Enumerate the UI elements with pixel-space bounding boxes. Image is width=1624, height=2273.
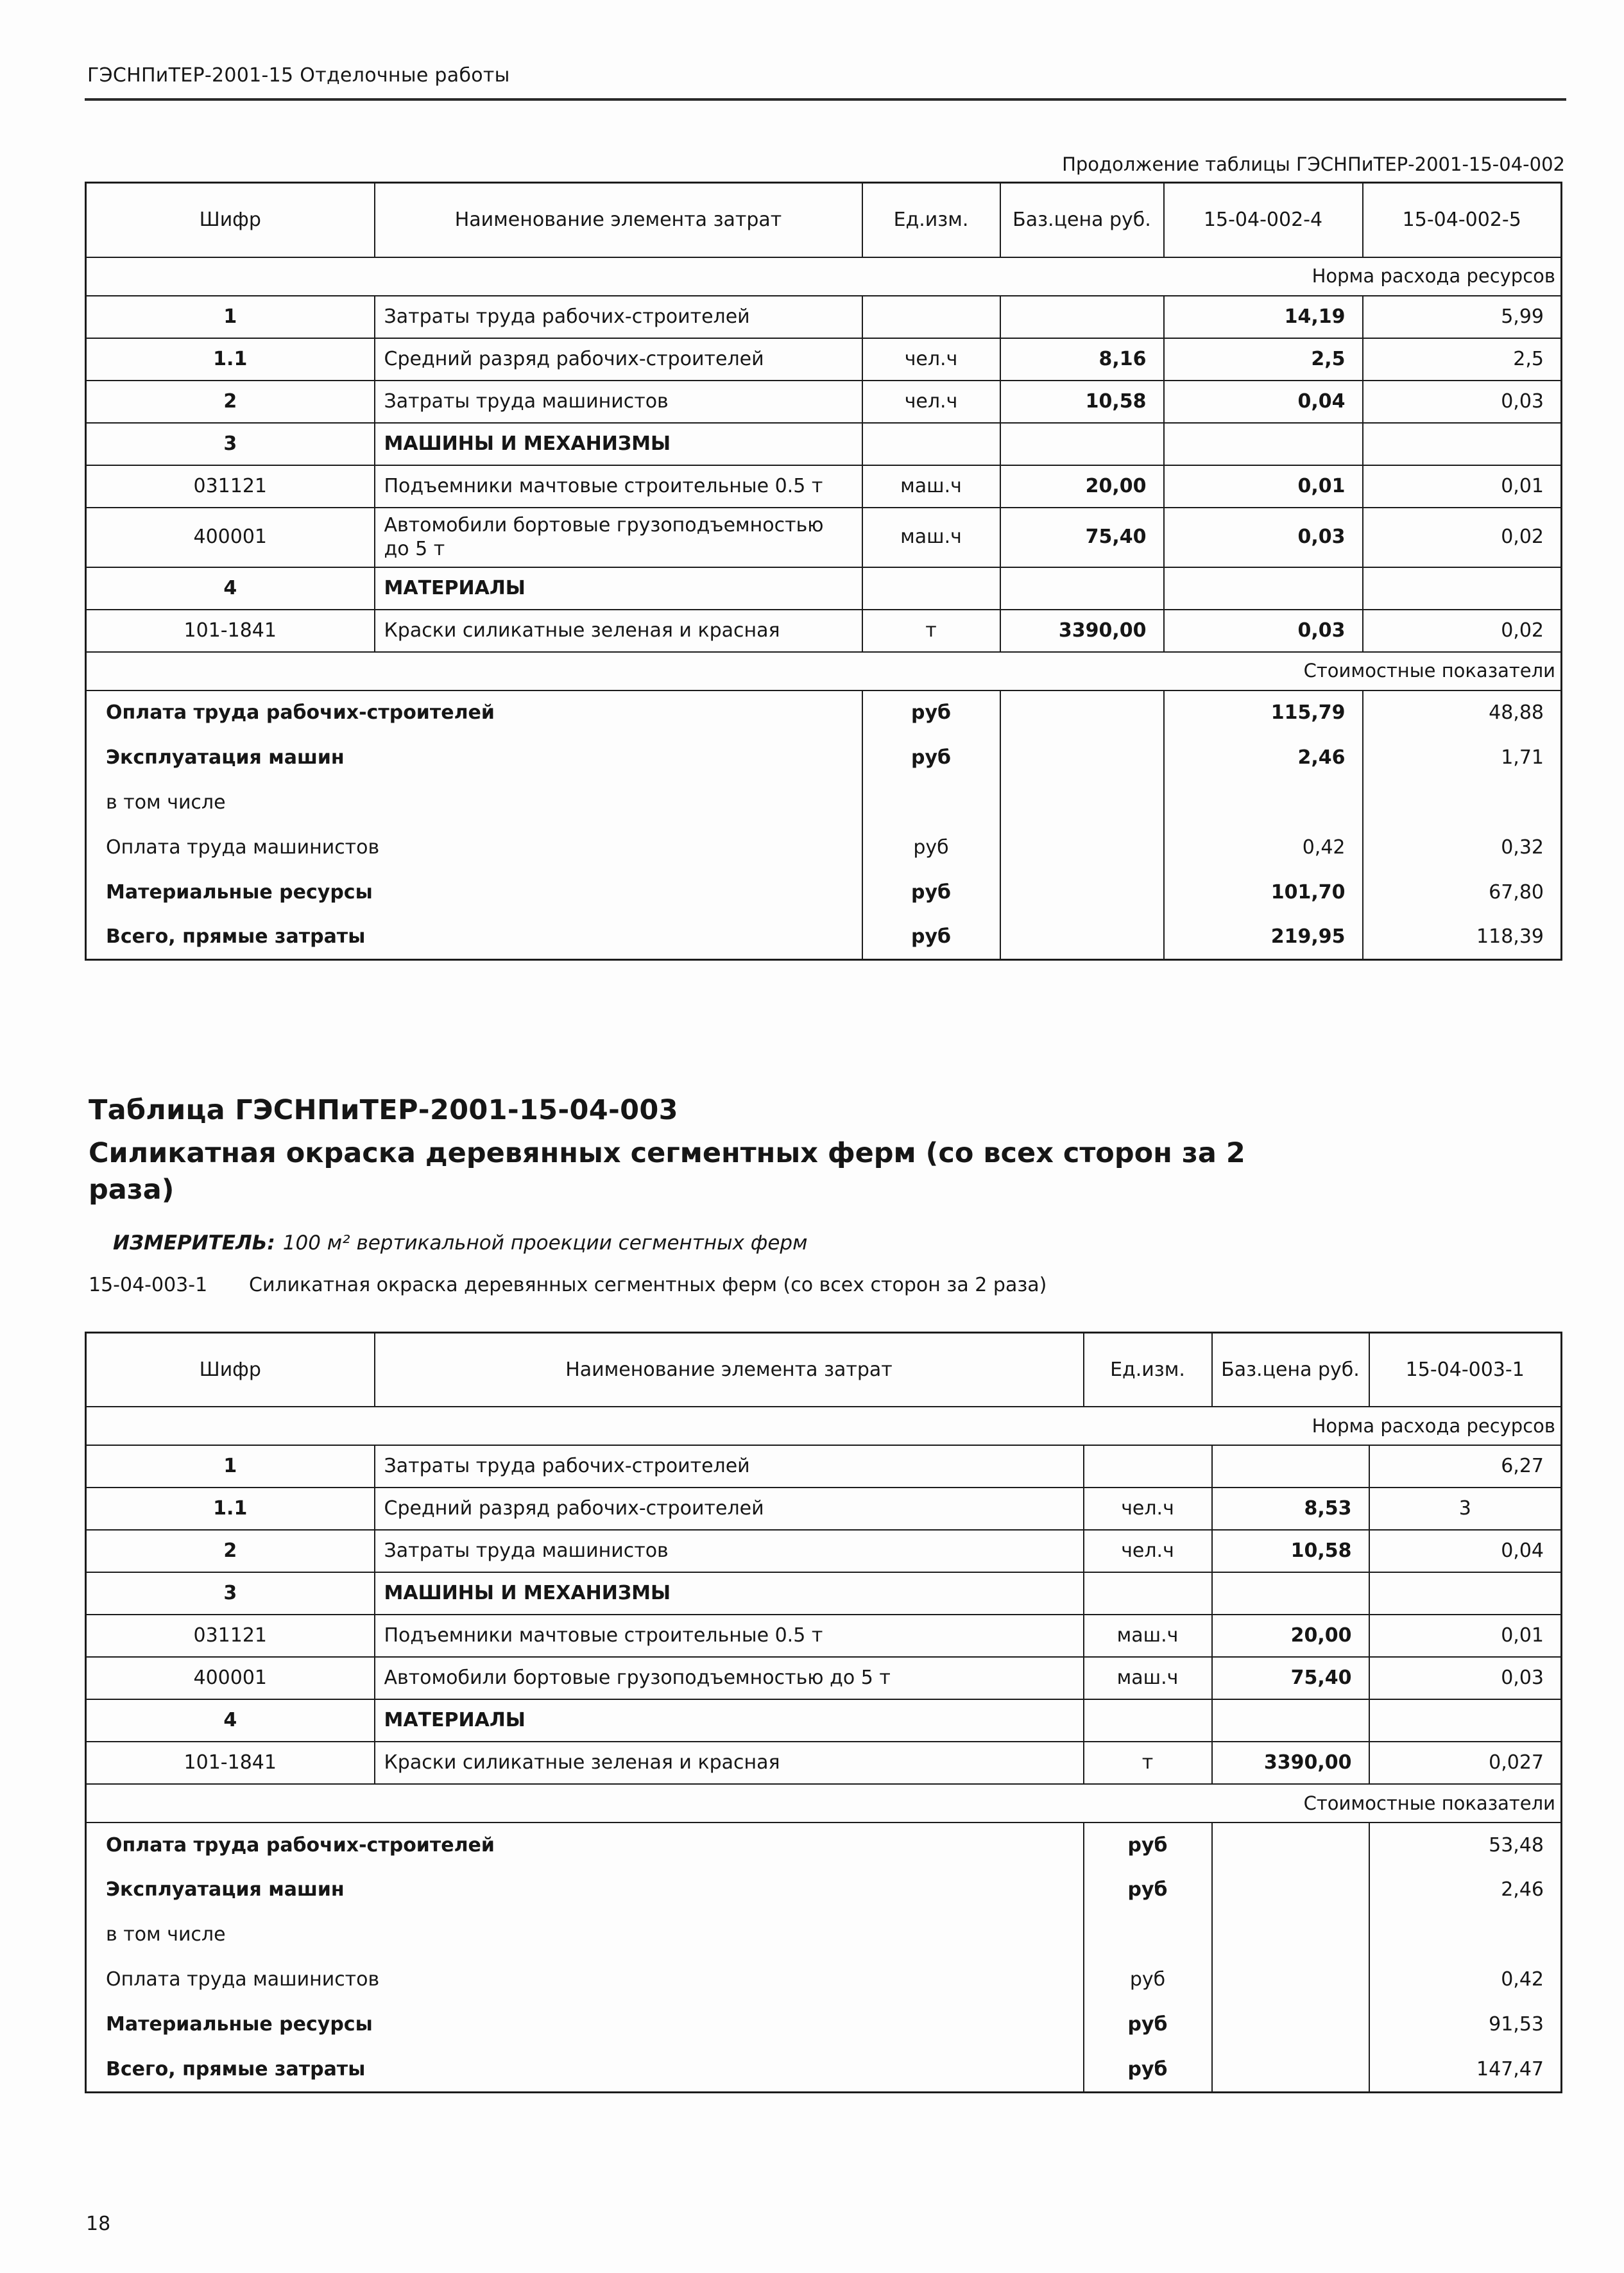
unit-cell: руб <box>1084 1867 1212 1912</box>
value-cell <box>1369 1699 1562 1742</box>
price-cell <box>1000 296 1164 338</box>
header-cell-col1: 15-04-003-1 <box>1369 1332 1562 1407</box>
code-cell: 2 <box>86 1530 375 1572</box>
resource-row <box>86 1530 1562 1572</box>
cost-name-cell: Оплата труда машинистов <box>86 1957 1084 2002</box>
value-cell <box>1369 1912 1562 1957</box>
value-cell <box>1363 567 1562 610</box>
header-cell-price: Баз.цена руб. <box>1000 183 1164 257</box>
value-cell: 115,79 <box>1164 690 1363 735</box>
price-cell: 8,53 <box>1212 1488 1369 1530</box>
unit-cell: руб <box>1084 2047 1212 2092</box>
cost-name-cell: Эксплуатация машин <box>86 735 862 780</box>
cost-row <box>86 1912 1562 1957</box>
value-cell: 2,46 <box>1164 735 1363 780</box>
cost-row <box>86 825 1562 870</box>
value-cell: 2,5 <box>1363 338 1562 381</box>
value-cell: 0,01 <box>1369 1615 1562 1657</box>
price-cell <box>1212 1445 1369 1488</box>
value-cell <box>1164 780 1363 825</box>
header-cell-unit: Ед.изм. <box>862 183 1000 257</box>
cost-name-cell: Оплата труда рабочих-строителей <box>86 1823 1084 1867</box>
value-cell: 2,46 <box>1369 1867 1562 1912</box>
unit-cell <box>1084 1912 1212 1957</box>
cost-name-cell: в том числе <box>86 1912 1084 1957</box>
value-cell <box>1164 567 1363 610</box>
name-cell: МАШИНЫ И МЕХАНИЗМЫ <box>375 423 862 465</box>
code-cell: 1 <box>86 296 375 338</box>
value-cell: 91,53 <box>1369 2002 1562 2047</box>
table-003 <box>85 1332 1562 2093</box>
unit-cell: чел.ч <box>862 338 1000 381</box>
item-code: 15-04-003-1 <box>89 1273 208 1296</box>
unit-cell: т <box>1084 1742 1212 1784</box>
unit-cell: руб <box>862 915 1000 960</box>
value-cell: 0,04 <box>1369 1530 1562 1572</box>
cost-row <box>86 1823 1562 1867</box>
header-cell-col1: 15-04-002-4 <box>1164 183 1363 257</box>
price-cell: 3390,00 <box>1212 1742 1369 1784</box>
cost-row <box>86 915 1562 960</box>
unit-cell: руб <box>862 825 1000 870</box>
price-cell <box>1000 735 1164 780</box>
resource-row <box>86 338 1562 381</box>
measurer-text: 100 м² вертикальной проекции сегментных ферм <box>282 1231 808 1255</box>
header-cell-name: Наименование элемента затрат <box>375 1332 1084 1407</box>
price-cell: 3390,00 <box>1000 610 1164 652</box>
header-cell-unit: Ед.изм. <box>1084 1332 1212 1407</box>
price-cell: 75,40 <box>1212 1657 1369 1699</box>
code-cell: 1 <box>86 1445 375 1488</box>
code-cell: 4 <box>86 1699 375 1742</box>
header-cell-code: Шифр <box>86 183 375 257</box>
value-cell: 0,42 <box>1369 1957 1562 2002</box>
cost-name-cell: Материальные ресурсы <box>86 870 862 915</box>
table-002-continuation <box>85 182 1562 961</box>
code-cell: 400001 <box>86 1657 375 1699</box>
resource-row <box>86 1445 1562 1488</box>
price-cell <box>1212 1572 1369 1615</box>
value-cell: 0,027 <box>1369 1742 1562 1784</box>
cost-band-row <box>86 652 1562 690</box>
section-row <box>86 1572 1562 1615</box>
value-cell <box>1164 423 1363 465</box>
price-cell <box>1000 780 1164 825</box>
cost-row <box>86 1867 1562 1912</box>
header-cell-price: Баз.цена руб. <box>1212 1332 1369 1407</box>
unit-cell: руб <box>1084 1823 1212 1867</box>
resource-row <box>86 381 1562 423</box>
resource-row <box>86 1657 1562 1699</box>
value-cell: 118,39 <box>1363 915 1562 960</box>
name-cell: Затраты труда рабочих-строителей <box>375 1445 1084 1488</box>
code-cell: 1.1 <box>86 1488 375 1530</box>
value-cell: 0,03 <box>1369 1657 1562 1699</box>
value-cell: 0,03 <box>1164 610 1363 652</box>
cost-band-label: Стоимостные показатели <box>86 1784 1562 1823</box>
value-cell: 147,47 <box>1369 2047 1562 2092</box>
value-cell: 3 <box>1369 1488 1562 1530</box>
code-cell: 400001 <box>86 508 375 567</box>
price-cell <box>1212 1823 1369 1867</box>
price-cell: 10,58 <box>1212 1530 1369 1572</box>
name-cell: Автомобили бортовые грузоподъемностью до 5 т <box>375 508 862 567</box>
measurer-label: ИЗМЕРИТЕЛЬ: <box>113 1231 275 1255</box>
code-cell: 101-1841 <box>86 610 375 652</box>
name-cell: Затраты труда машинистов <box>375 381 862 423</box>
cost-row <box>86 870 1562 915</box>
price-cell <box>1212 1957 1369 2002</box>
norm-band-row <box>86 1407 1562 1445</box>
value-cell <box>1369 1572 1562 1615</box>
value-cell: 67,80 <box>1363 870 1562 915</box>
unit-cell <box>1084 1445 1212 1488</box>
value-cell: 0,32 <box>1363 825 1562 870</box>
unit-cell: маш.ч <box>862 508 1000 567</box>
header-cell-col2: 15-04-002-5 <box>1363 183 1562 257</box>
unit-cell: руб <box>862 870 1000 915</box>
name-cell: Автомобили бортовые грузоподъемностью до 5 т <box>375 1657 1084 1699</box>
table2-header-row <box>86 1332 1562 1407</box>
value-cell: 1,71 <box>1363 735 1562 780</box>
price-cell <box>1212 1867 1369 1912</box>
cost-row <box>86 735 1562 780</box>
value-cell <box>1363 423 1562 465</box>
value-cell: 5,99 <box>1363 296 1562 338</box>
document-header: ГЭСНПиТЕР-2001-15 Отделочные работы <box>85 64 1566 101</box>
cost-row <box>86 2047 1562 2092</box>
price-cell <box>1000 915 1164 960</box>
cost-name-cell: Эксплуатация машин <box>86 1867 1084 1912</box>
price-cell: 20,00 <box>1000 465 1164 508</box>
table-003-title: Таблица ГЭСНПиТЕР-2001-15-04-003 <box>89 1094 678 1126</box>
table1-header-row <box>86 183 1562 257</box>
name-cell: Затраты труда машинистов <box>375 1530 1084 1572</box>
code-cell: 3 <box>86 1572 375 1615</box>
price-cell <box>1000 423 1164 465</box>
header-cell-code: Шифр <box>86 1332 375 1407</box>
name-cell: Подъемники мачтовые строительные 0.5 т <box>375 465 862 508</box>
name-cell: МАШИНЫ И МЕХАНИЗМЫ <box>375 1572 1084 1615</box>
name-cell: Затраты труда рабочих-строителей <box>375 296 862 338</box>
resource-row <box>86 1488 1562 1530</box>
page-number: 18 <box>86 2213 111 2235</box>
value-cell <box>1363 780 1562 825</box>
name-cell: Подъемники мачтовые строительные 0.5 т <box>375 1615 1084 1657</box>
norm-band-label: Норма расхода ресурсов <box>86 1407 1562 1445</box>
header-cell-name: Наименование элемента затрат <box>375 183 862 257</box>
name-cell: МАТЕРИАЛЫ <box>375 1699 1084 1742</box>
section-row <box>86 567 1562 610</box>
norm-band-label: Норма расхода ресурсов <box>86 257 1562 296</box>
price-cell <box>1000 690 1164 735</box>
name-cell: МАТЕРИАЛЫ <box>375 567 862 610</box>
code-cell: 101-1841 <box>86 1742 375 1784</box>
value-cell: 14,19 <box>1164 296 1363 338</box>
unit-cell <box>1084 1572 1212 1615</box>
value-cell: 0,03 <box>1164 508 1363 567</box>
resource-row <box>86 465 1562 508</box>
unit-cell: маш.ч <box>862 465 1000 508</box>
unit-cell: руб <box>862 690 1000 735</box>
price-cell <box>1212 2002 1369 2047</box>
unit-cell <box>862 780 1000 825</box>
unit-cell <box>862 296 1000 338</box>
cost-row <box>86 2002 1562 2047</box>
unit-cell: маш.ч <box>1084 1657 1212 1699</box>
value-cell: 101,70 <box>1164 870 1363 915</box>
unit-cell <box>862 423 1000 465</box>
measurer-line <box>85 1231 1566 1255</box>
price-cell: 10,58 <box>1000 381 1164 423</box>
price-cell <box>1000 870 1164 915</box>
unit-cell: руб <box>1084 1957 1212 2002</box>
value-cell: 53,48 <box>1369 1823 1562 1867</box>
price-cell: 20,00 <box>1212 1615 1369 1657</box>
cost-name-cell: Оплата труда машинистов <box>86 825 862 870</box>
cost-row <box>86 690 1562 735</box>
cost-name-cell: Всего, прямые затраты <box>86 2047 1084 2092</box>
price-cell <box>1000 825 1164 870</box>
code-cell: 3 <box>86 423 375 465</box>
value-cell: 0,01 <box>1164 465 1363 508</box>
norm-band-row <box>86 257 1562 296</box>
unit-cell: руб <box>1084 2002 1212 2047</box>
value-cell: 0,02 <box>1363 508 1562 567</box>
value-cell: 0,03 <box>1363 381 1562 423</box>
name-cell: Средний разряд рабочих-строителей <box>375 338 862 381</box>
code-cell: 1.1 <box>86 338 375 381</box>
price-cell: 8,16 <box>1000 338 1164 381</box>
section-row <box>86 423 1562 465</box>
price-cell <box>1212 1912 1369 1957</box>
cost-name-cell: Материальные ресурсы <box>86 2002 1084 2047</box>
unit-cell <box>862 567 1000 610</box>
unit-cell: чел.ч <box>862 381 1000 423</box>
value-cell: 48,88 <box>1363 690 1562 735</box>
unit-cell: руб <box>862 735 1000 780</box>
unit-cell: маш.ч <box>1084 1615 1212 1657</box>
code-cell: 031121 <box>86 465 375 508</box>
name-cell: Средний разряд рабочих-строителей <box>375 1488 1084 1530</box>
code-cell: 4 <box>86 567 375 610</box>
item-name: Силикатная окраска деревянных сегментных ферм (со всех сторон за 2 раза) <box>249 1273 1047 1296</box>
code-cell: 2 <box>86 381 375 423</box>
unit-cell <box>1084 1699 1212 1742</box>
price-cell: 75,40 <box>1000 508 1164 567</box>
cost-row <box>86 780 1562 825</box>
cost-row <box>86 1957 1562 2002</box>
cost-name-cell: Всего, прямые затраты <box>86 915 862 960</box>
unit-cell: чел.ч <box>1084 1488 1212 1530</box>
value-cell: 6,27 <box>1369 1445 1562 1488</box>
table1-caption: Продолжение таблицы ГЭСНПиТЕР-2001-15-04-002 <box>1062 153 1565 175</box>
value-cell: 0,42 <box>1164 825 1363 870</box>
cost-band-label: Стоимостные показатели <box>86 652 1562 690</box>
section-row <box>86 1699 1562 1742</box>
code-cell: 031121 <box>86 1615 375 1657</box>
price-cell <box>1212 2047 1369 2092</box>
price-cell <box>1000 567 1164 610</box>
cost-band-row <box>86 1784 1562 1823</box>
cost-name-cell: в том числе <box>86 780 862 825</box>
resource-row <box>86 296 1562 338</box>
cost-name-cell: Оплата труда рабочих-строителей <box>86 690 862 735</box>
value-cell: 0,04 <box>1164 381 1363 423</box>
item-line <box>85 1274 1566 1296</box>
table-003-subtitle: Силикатная окраска деревянных сегментных ферм (со всех сторон за 2 раза) <box>89 1137 1245 1206</box>
value-cell: 0,02 <box>1363 610 1562 652</box>
value-cell: 0,01 <box>1363 465 1562 508</box>
unit-cell: чел.ч <box>1084 1530 1212 1572</box>
value-cell: 2,5 <box>1164 338 1363 381</box>
unit-cell: т <box>862 610 1000 652</box>
resource-row <box>86 1615 1562 1657</box>
table-003-title-block <box>85 1094 1566 1208</box>
name-cell: Краски силикатные зеленая и красная <box>375 610 862 652</box>
name-cell: Краски силикатные зеленая и красная <box>375 1742 1084 1784</box>
price-cell <box>1212 1699 1369 1742</box>
resource-row <box>86 1742 1562 1784</box>
resource-row <box>86 508 1562 567</box>
value-cell: 219,95 <box>1164 915 1363 960</box>
resource-row <box>86 610 1562 652</box>
